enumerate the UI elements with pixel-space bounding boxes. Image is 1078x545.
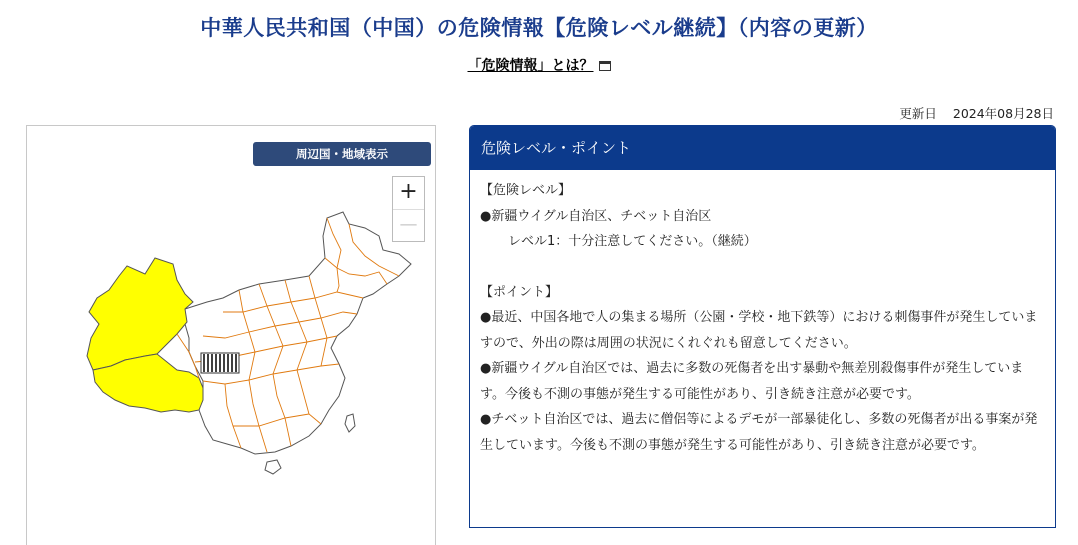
about-danger-info-link[interactable]: 「危険情報」とは？ bbox=[467, 58, 594, 74]
danger-level-panel bbox=[469, 125, 1056, 528]
updated-label: 更新日 bbox=[899, 106, 937, 121]
point-item-1: ●最近、中国各地で人の集まる場所（公園・学校・地下鉄等）における刺傷事件が発生していますので、外出の際は周囲の状況にくれぐれも留意してください。 bbox=[480, 310, 1038, 351]
new-window-icon[interactable] bbox=[599, 61, 611, 71]
taiwan-island[interactable] bbox=[345, 414, 355, 432]
china-map[interactable] bbox=[27, 126, 437, 545]
zoom-control bbox=[392, 176, 425, 242]
striped-area-marker bbox=[201, 353, 239, 373]
updated-date: 2024年08月28日 bbox=[952, 106, 1054, 121]
points-section-heading: 【ポイント】 bbox=[480, 284, 559, 300]
level-section-heading: 【危険レベル】 bbox=[480, 183, 572, 198]
about-line bbox=[0, 55, 1078, 75]
level-text: レベル1：十分注意してください。（継続） bbox=[508, 234, 757, 249]
level-regions: ●新疆ウイグル自治区、チベット自治区 bbox=[480, 208, 712, 224]
updated-date-line bbox=[899, 104, 1054, 122]
point-item-3: ●チベット自治区では、過去に僧侶等によるデモが一部暴徒化し、多数の死傷者が出る事案が発生しています。今後も不測の事態が発生する可能性があり、引き続き注意が必要です。 bbox=[480, 412, 1038, 453]
zoom-out-button[interactable]: — bbox=[393, 209, 424, 242]
map-panel[interactable] bbox=[26, 125, 436, 545]
danger-level-panel-header: 危険レベル・ポイント bbox=[470, 126, 1055, 170]
show-surrounding-regions-button[interactable]: 周辺国・地域表示 bbox=[253, 142, 431, 166]
page-title: 中華人民共和国（中国）の危険情報【危険レベル継続】（内容の更新） bbox=[200, 16, 878, 40]
zoom-in-button[interactable]: + bbox=[399, 179, 418, 204]
spacer bbox=[480, 255, 1045, 280]
xinjiang-region[interactable] bbox=[87, 258, 193, 370]
danger-level-panel-body bbox=[470, 170, 1055, 458]
point-item-2: ●新疆ウイグル自治区では、過去に多数の死傷者を出す暴動や無差別殺傷事件が発生しています。今後も不測の事態が発生する可能性があり、引き続き注意が必要です。 bbox=[480, 361, 1024, 402]
china-mainland-region[interactable] bbox=[185, 212, 411, 454]
hainan-island[interactable] bbox=[265, 460, 281, 474]
